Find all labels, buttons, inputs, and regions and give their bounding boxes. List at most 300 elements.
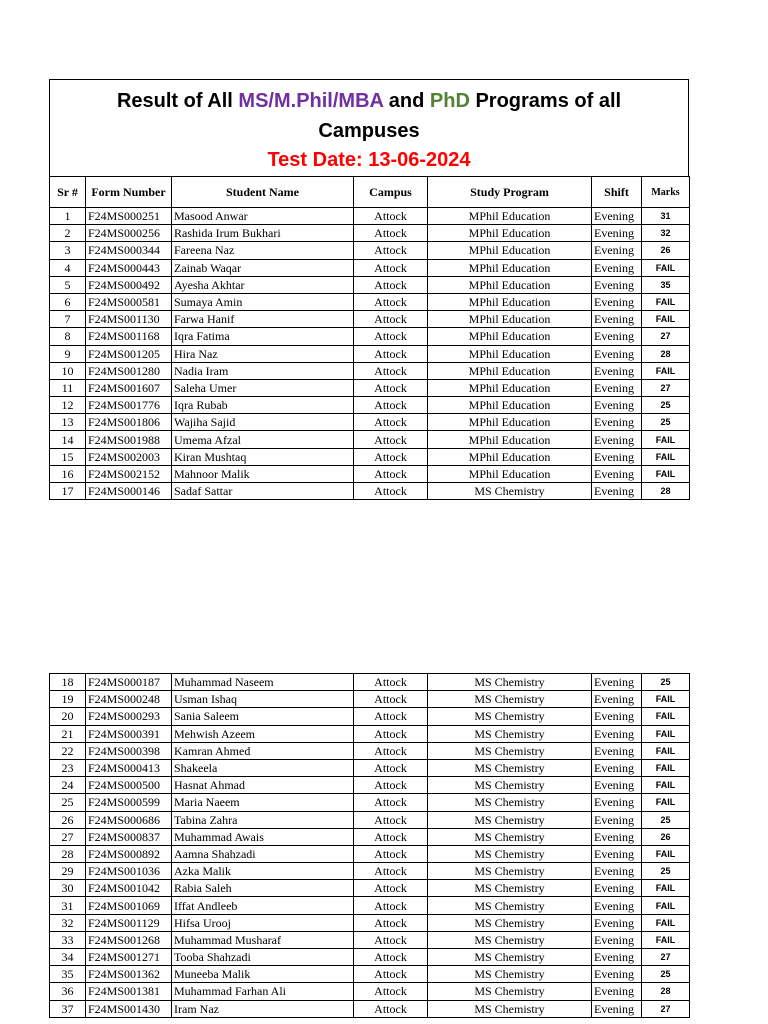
cell-sr: 7	[50, 311, 86, 328]
cell-student-name: Muneeba Malik	[172, 966, 354, 983]
cell-study-program: MS Chemistry	[428, 759, 592, 776]
results-table-continued	[49, 673, 690, 1018]
table-row	[50, 431, 690, 448]
cell-shift: Evening	[592, 931, 642, 948]
cell-shift: Evening	[592, 293, 642, 310]
cell-study-program: MS Chemistry	[428, 828, 592, 845]
cell-student-name: Muhammad Musharaf	[172, 931, 354, 948]
cell-shift: Evening	[592, 914, 642, 931]
cell-form-number: F24MS000146	[86, 483, 172, 500]
cell-study-program: MPhil Education	[428, 328, 592, 345]
table-row	[50, 811, 690, 828]
table-row	[50, 742, 690, 759]
cell-sr: 22	[50, 742, 86, 759]
cell-form-number: F24MS002152	[86, 465, 172, 482]
cell-sr: 33	[50, 931, 86, 948]
cell-shift: Evening	[592, 949, 642, 966]
cell-student-name: Sumaya Amin	[172, 293, 354, 310]
cell-sr: 14	[50, 431, 86, 448]
cell-student-name: Shakeela	[172, 759, 354, 776]
cell-student-name: Zainab Waqar	[172, 259, 354, 276]
cell-form-number: F24MS001130	[86, 311, 172, 328]
cell-form-number: F24MS000293	[86, 708, 172, 725]
cell-student-name: Wajiha Sajid	[172, 414, 354, 431]
title-suffix: Programs of all	[469, 90, 622, 112]
cell-form-number: F24MS001268	[86, 931, 172, 948]
table-row	[50, 225, 690, 242]
cell-campus: Attock	[354, 828, 428, 845]
cell-shift: Evening	[592, 759, 642, 776]
header-study-program: Study Program	[428, 177, 592, 208]
cell-study-program: MPhil Education	[428, 276, 592, 293]
cell-study-program: MS Chemistry	[428, 1000, 592, 1017]
table-row	[50, 777, 690, 794]
cell-sr: 8	[50, 328, 86, 345]
header-campus: Campus	[354, 177, 428, 208]
cell-student-name: Iram Naz	[172, 1000, 354, 1017]
cell-campus: Attock	[354, 465, 428, 482]
cell-campus: Attock	[354, 691, 428, 708]
cell-marks: FAIL	[642, 897, 690, 914]
cell-sr: 23	[50, 759, 86, 776]
cell-student-name: Nadia Iram	[172, 362, 354, 379]
cell-marks: FAIL	[642, 880, 690, 897]
cell-sr: 4	[50, 259, 86, 276]
title-programs-ms: MS/M.Phil/MBA	[238, 90, 384, 112]
cell-marks: 27	[642, 379, 690, 396]
header-student-name: Student Name	[172, 177, 354, 208]
cell-sr: 20	[50, 708, 86, 725]
cell-form-number: F24MS000391	[86, 725, 172, 742]
cell-marks: FAIL	[642, 777, 690, 794]
cell-marks: FAIL	[642, 759, 690, 776]
cell-campus: Attock	[354, 759, 428, 776]
cell-marks: FAIL	[642, 465, 690, 482]
cell-marks: FAIL	[642, 725, 690, 742]
cell-student-name: Iqra Rubab	[172, 397, 354, 414]
table-row	[50, 362, 690, 379]
cell-form-number: F24MS000686	[86, 811, 172, 828]
cell-marks: 26	[642, 828, 690, 845]
cell-marks: 32	[642, 225, 690, 242]
cell-student-name: Masood Anwar	[172, 208, 354, 225]
cell-campus: Attock	[354, 208, 428, 225]
title-campuses: Campuses	[318, 120, 420, 142]
cell-study-program: MS Chemistry	[428, 742, 592, 759]
cell-study-program: MPhil Education	[428, 242, 592, 259]
table-row	[50, 828, 690, 845]
cell-form-number: F24MS000599	[86, 794, 172, 811]
cell-student-name: Sania Saleem	[172, 708, 354, 725]
table-row	[50, 966, 690, 983]
cell-marks: 25	[642, 397, 690, 414]
cell-campus: Attock	[354, 397, 428, 414]
cell-study-program: MPhil Education	[428, 397, 592, 414]
cell-student-name: Saleha Umer	[172, 379, 354, 396]
cell-campus: Attock	[354, 276, 428, 293]
cell-marks: FAIL	[642, 311, 690, 328]
cell-marks: FAIL	[642, 931, 690, 948]
cell-study-program: MS Chemistry	[428, 725, 592, 742]
header-shift: Shift	[592, 177, 642, 208]
cell-sr: 2	[50, 225, 86, 242]
cell-shift: Evening	[592, 880, 642, 897]
table-row	[50, 708, 690, 725]
page-title	[50, 80, 688, 117]
cell-form-number: F24MS001280	[86, 362, 172, 379]
cell-campus: Attock	[354, 949, 428, 966]
cell-study-program: MPhil Education	[428, 465, 592, 482]
cell-campus: Attock	[354, 328, 428, 345]
cell-sr: 16	[50, 465, 86, 482]
cell-form-number: F24MS000581	[86, 293, 172, 310]
cell-form-number: F24MS002003	[86, 448, 172, 465]
cell-shift: Evening	[592, 845, 642, 862]
cell-shift: Evening	[592, 811, 642, 828]
cell-student-name: Umema Afzal	[172, 431, 354, 448]
cell-marks: 25	[642, 966, 690, 983]
cell-campus: Attock	[354, 225, 428, 242]
table-row	[50, 483, 690, 500]
cell-study-program: MPhil Education	[428, 431, 592, 448]
cell-marks: 27	[642, 1000, 690, 1017]
title-prefix: Result of All	[116, 90, 239, 112]
cell-campus: Attock	[354, 379, 428, 396]
cell-shift: Evening	[592, 362, 642, 379]
cell-form-number: F24MS000837	[86, 828, 172, 845]
cell-campus: Attock	[354, 1000, 428, 1017]
cell-sr: 9	[50, 345, 86, 362]
cell-campus: Attock	[354, 293, 428, 310]
table-row	[50, 345, 690, 362]
cell-form-number: F24MS000398	[86, 742, 172, 759]
cell-student-name: Iffat Andleeb	[172, 897, 354, 914]
cell-student-name: Muhammad Farhan Ali	[172, 983, 354, 1000]
cell-study-program: MS Chemistry	[428, 949, 592, 966]
cell-shift: Evening	[592, 708, 642, 725]
cell-form-number: F24MS001036	[86, 863, 172, 880]
cell-marks: 27	[642, 328, 690, 345]
cell-marks: FAIL	[642, 259, 690, 276]
table-row	[50, 880, 690, 897]
table-row	[50, 208, 690, 225]
cell-sr: 1	[50, 208, 86, 225]
cell-study-program: MS Chemistry	[428, 897, 592, 914]
cell-form-number: F24MS001430	[86, 1000, 172, 1017]
table-row	[50, 448, 690, 465]
cell-marks: FAIL	[642, 794, 690, 811]
cell-campus: Attock	[354, 259, 428, 276]
cell-study-program: MS Chemistry	[428, 777, 592, 794]
cell-campus: Attock	[354, 880, 428, 897]
cell-marks: FAIL	[642, 431, 690, 448]
table-row	[50, 725, 690, 742]
cell-sr: 19	[50, 691, 86, 708]
cell-shift: Evening	[592, 794, 642, 811]
cell-student-name: Farwa Hanif	[172, 311, 354, 328]
cell-form-number: F24MS001988	[86, 431, 172, 448]
cell-form-number: F24MS001776	[86, 397, 172, 414]
table-row	[50, 914, 690, 931]
table-row	[50, 311, 690, 328]
cell-campus: Attock	[354, 742, 428, 759]
table-row	[50, 931, 690, 948]
cell-study-program: MPhil Education	[428, 208, 592, 225]
cell-shift: Evening	[592, 328, 642, 345]
cell-study-program: MPhil Education	[428, 311, 592, 328]
cell-study-program: MS Chemistry	[428, 691, 592, 708]
cell-sr: 3	[50, 242, 86, 259]
cell-marks: FAIL	[642, 691, 690, 708]
cell-campus: Attock	[354, 777, 428, 794]
cell-shift: Evening	[592, 259, 642, 276]
results-page-2	[49, 673, 689, 1018]
cell-sr: 17	[50, 483, 86, 500]
cell-campus: Attock	[354, 863, 428, 880]
cell-study-program: MS Chemistry	[428, 914, 592, 931]
cell-marks: 28	[642, 983, 690, 1000]
cell-sr: 15	[50, 448, 86, 465]
cell-marks: FAIL	[642, 914, 690, 931]
table-row	[50, 691, 690, 708]
cell-student-name: Maria Naeem	[172, 794, 354, 811]
cell-shift: Evening	[592, 725, 642, 742]
cell-form-number: F24MS000443	[86, 259, 172, 276]
cell-shift: Evening	[592, 431, 642, 448]
cell-form-number: F24MS001042	[86, 880, 172, 897]
cell-campus: Attock	[354, 311, 428, 328]
cell-marks: 25	[642, 811, 690, 828]
cell-form-number: F24MS000344	[86, 242, 172, 259]
cell-sr: 25	[50, 794, 86, 811]
cell-sr: 5	[50, 276, 86, 293]
cell-sr: 11	[50, 379, 86, 396]
cell-campus: Attock	[354, 431, 428, 448]
cell-marks: 35	[642, 276, 690, 293]
cell-sr: 10	[50, 362, 86, 379]
cell-form-number: F24MS000413	[86, 759, 172, 776]
cell-shift: Evening	[592, 397, 642, 414]
cell-student-name: Aamna Shahzadi	[172, 845, 354, 862]
cell-shift: Evening	[592, 414, 642, 431]
results-body-page-2	[50, 674, 690, 1018]
cell-shift: Evening	[592, 225, 642, 242]
cell-study-program: MPhil Education	[428, 259, 592, 276]
cell-study-program: MS Chemistry	[428, 863, 592, 880]
cell-campus: Attock	[354, 914, 428, 931]
cell-student-name: Sadaf Sattar	[172, 483, 354, 500]
cell-shift: Evening	[592, 742, 642, 759]
cell-campus: Attock	[354, 725, 428, 742]
cell-student-name: Hifsa Urooj	[172, 914, 354, 931]
cell-study-program: MPhil Education	[428, 448, 592, 465]
cell-study-program: MPhil Education	[428, 362, 592, 379]
cell-shift: Evening	[592, 379, 642, 396]
cell-marks: FAIL	[642, 845, 690, 862]
cell-shift: Evening	[592, 276, 642, 293]
cell-shift: Evening	[592, 897, 642, 914]
cell-form-number: F24MS001168	[86, 328, 172, 345]
cell-marks: 31	[642, 208, 690, 225]
cell-study-program: MS Chemistry	[428, 794, 592, 811]
cell-campus: Attock	[354, 811, 428, 828]
cell-form-number: F24MS000892	[86, 845, 172, 862]
cell-campus: Attock	[354, 931, 428, 948]
cell-campus: Attock	[354, 794, 428, 811]
table-row	[50, 983, 690, 1000]
cell-study-program: MPhil Education	[428, 345, 592, 362]
cell-student-name: Tooba Shahzadi	[172, 949, 354, 966]
cell-marks: FAIL	[642, 448, 690, 465]
table-row	[50, 794, 690, 811]
cell-student-name: Azka Malik	[172, 863, 354, 880]
cell-study-program: MPhil Education	[428, 225, 592, 242]
cell-marks: 26	[642, 242, 690, 259]
cell-shift: Evening	[592, 777, 642, 794]
cell-sr: 12	[50, 397, 86, 414]
cell-shift: Evening	[592, 983, 642, 1000]
cell-shift: Evening	[592, 966, 642, 983]
cell-campus: Attock	[354, 345, 428, 362]
cell-form-number: F24MS001205	[86, 345, 172, 362]
cell-campus: Attock	[354, 708, 428, 725]
cell-study-program: MS Chemistry	[428, 708, 592, 725]
table-row	[50, 379, 690, 396]
cell-form-number: F24MS001129	[86, 914, 172, 931]
table-row	[50, 845, 690, 862]
cell-shift: Evening	[592, 483, 642, 500]
cell-student-name: Usman Ishaq	[172, 691, 354, 708]
table-row	[50, 949, 690, 966]
cell-student-name: Hira Naz	[172, 345, 354, 362]
cell-student-name: Iqra Fatima	[172, 328, 354, 345]
cell-shift: Evening	[592, 448, 642, 465]
cell-study-program: MS Chemistry	[428, 931, 592, 948]
cell-student-name: Muhammad Awais	[172, 828, 354, 845]
cell-campus: Attock	[354, 414, 428, 431]
cell-student-name: Hasnat Ahmad	[172, 777, 354, 794]
cell-marks: 25	[642, 414, 690, 431]
cell-campus: Attock	[354, 983, 428, 1000]
cell-form-number: F24MS000256	[86, 225, 172, 242]
cell-shift: Evening	[592, 311, 642, 328]
cell-study-program: MPhil Education	[428, 414, 592, 431]
cell-student-name: Ayesha Akhtar	[172, 276, 354, 293]
cell-form-number: F24MS000248	[86, 691, 172, 708]
cell-sr: 30	[50, 880, 86, 897]
cell-shift: Evening	[592, 691, 642, 708]
cell-student-name: Rashida Irum Bukhari	[172, 225, 354, 242]
cell-student-name: Mehwish Azeem	[172, 725, 354, 742]
cell-sr: 28	[50, 845, 86, 862]
table-row	[50, 328, 690, 345]
cell-student-name: Fareena Naz	[172, 242, 354, 259]
cell-shift: Evening	[592, 1000, 642, 1017]
table-row	[50, 397, 690, 414]
title-box	[49, 79, 689, 176]
cell-marks: 25	[642, 674, 690, 691]
cell-shift: Evening	[592, 242, 642, 259]
table-row	[50, 674, 690, 691]
table-row	[50, 897, 690, 914]
cell-sr: 26	[50, 811, 86, 828]
cell-campus: Attock	[354, 674, 428, 691]
cell-sr: 24	[50, 777, 86, 794]
cell-student-name: Muhammad Naseem	[172, 674, 354, 691]
header-sr: Sr #	[50, 177, 86, 208]
table-row	[50, 259, 690, 276]
cell-shift: Evening	[592, 863, 642, 880]
results-page-1	[49, 79, 689, 500]
cell-campus: Attock	[354, 966, 428, 983]
cell-study-program: MS Chemistry	[428, 880, 592, 897]
cell-sr: 13	[50, 414, 86, 431]
title-and: and	[383, 90, 430, 112]
cell-campus: Attock	[354, 897, 428, 914]
cell-sr: 21	[50, 725, 86, 742]
cell-sr: 18	[50, 674, 86, 691]
cell-student-name: Kiran Mushtaq	[172, 448, 354, 465]
cell-campus: Attock	[354, 362, 428, 379]
cell-form-number: F24MS001362	[86, 966, 172, 983]
cell-study-program: MS Chemistry	[428, 966, 592, 983]
cell-form-number: F24MS000500	[86, 777, 172, 794]
cell-study-program: MS Chemistry	[428, 983, 592, 1000]
cell-shift: Evening	[592, 345, 642, 362]
results-table	[49, 176, 690, 500]
results-body-page-1	[50, 208, 690, 500]
table-row	[50, 1000, 690, 1017]
cell-study-program: MPhil Education	[428, 379, 592, 396]
header-form-number: Form Number	[86, 177, 172, 208]
cell-sr: 31	[50, 897, 86, 914]
cell-sr: 35	[50, 966, 86, 983]
cell-sr: 36	[50, 983, 86, 1000]
cell-study-program: MS Chemistry	[428, 845, 592, 862]
cell-marks: 28	[642, 483, 690, 500]
cell-study-program: MS Chemistry	[428, 483, 592, 500]
cell-form-number: F24MS001806	[86, 414, 172, 431]
cell-sr: 27	[50, 828, 86, 845]
table-row	[50, 242, 690, 259]
cell-student-name: Rabia Saleh	[172, 880, 354, 897]
table-row	[50, 465, 690, 482]
cell-study-program: MPhil Education	[428, 293, 592, 310]
cell-marks: FAIL	[642, 362, 690, 379]
cell-campus: Attock	[354, 448, 428, 465]
cell-form-number: F24MS001607	[86, 379, 172, 396]
cell-sr: 6	[50, 293, 86, 310]
cell-campus: Attock	[354, 845, 428, 862]
cell-form-number: F24MS001069	[86, 897, 172, 914]
cell-marks: FAIL	[642, 742, 690, 759]
cell-study-program: MS Chemistry	[428, 674, 592, 691]
cell-shift: Evening	[592, 674, 642, 691]
cell-shift: Evening	[592, 828, 642, 845]
header-marks: Marks	[642, 177, 690, 208]
table-header-row	[50, 177, 690, 208]
cell-form-number: F24MS000492	[86, 276, 172, 293]
cell-marks: FAIL	[642, 293, 690, 310]
table-row	[50, 863, 690, 880]
cell-sr: 34	[50, 949, 86, 966]
cell-sr: 29	[50, 863, 86, 880]
cell-student-name: Tabina Zahra	[172, 811, 354, 828]
cell-campus: Attock	[354, 242, 428, 259]
cell-study-program: MS Chemistry	[428, 811, 592, 828]
cell-sr: 32	[50, 914, 86, 931]
test-date: Test Date: 13-06-2024	[267, 149, 471, 171]
